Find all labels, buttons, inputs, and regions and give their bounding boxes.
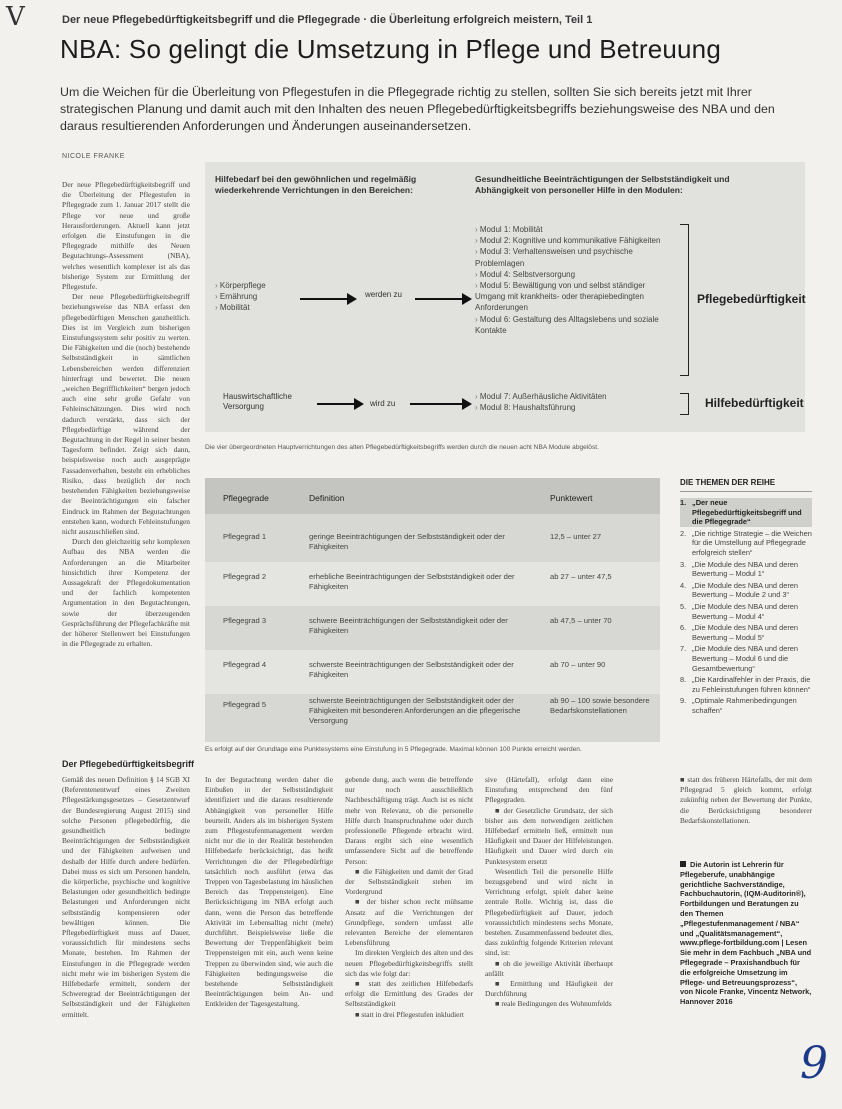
- diagram-right-list: [475, 224, 675, 336]
- list-item: › Körperpflege: [215, 280, 266, 291]
- bullet: ■ der Gesetzliche Grundsatz, der sich bisher aus dem notwendigen zeitlichen Hilfebedarf ermitteln ließ, ermittelt nun Häufigkeit und Dauer der Hilfeleistungen. Häufigkeit und Dauer wird durch ein Punktesystem ersetzt: [485, 805, 613, 866]
- list-item: › Modul 8: Haushaltsführung: [475, 402, 607, 413]
- section-subhead: Der Pflegebedürftigkeitsbegriff: [62, 759, 195, 769]
- label-pflegebeduerftigkeit: Pflegebedürftigkeit: [697, 292, 806, 306]
- series-item: [680, 581, 812, 600]
- cell-points: ab 27 – unter 47,5: [550, 572, 612, 581]
- series-text: „Der neue Pflegebedürftigkeitsbegriff und die Pflegegrade“: [692, 498, 802, 527]
- paragraph: gebende dung, auch wenn die betreffende nur noch ausschließlich Nachbeschäftigung trägt. Auch ist es nicht mehr von Relevanz, ob die personelle Hilfe durch Inanspruchnahme oder durch professionelle Pflegende erbracht wird. Daraus ergibt sich eine wesentlich umfassendere Sicht auf die betreffende Person:: [345, 775, 473, 866]
- pflegegrade-table: [205, 478, 660, 742]
- paragraph: Wesentlich Teil die personelle Hilfe bezugsgebend und wird nicht in Verrichtung erfolgt, spielt daher keine zentrale Rolle. Wichtig ist, dass die Pflegebedürftigkeit auf Dauer, jedoch voraussichtlich mindestens sechs Monate, bestehen. Zusammenfassend bedeutet dies, dass zukünftig folgende Kriterien relevant sind, ist:: [485, 866, 613, 958]
- column-2: [205, 775, 333, 1100]
- bullet-text: statt des früheren Härtefalls, der mit dem Pflegegrad 5 gleich kommt, erfolgt zukünftig neben der Bewertung der Punkte, die Berücksichtigung besonderer Bedarfskonstellationen.: [680, 775, 812, 825]
- table-row: [205, 606, 660, 650]
- series-item: [680, 498, 812, 527]
- column-3: [345, 775, 473, 1100]
- series-item: [680, 675, 812, 694]
- bullet-text: statt in drei Pflegestufen inkludiert: [361, 1009, 464, 1019]
- series-text: „Die richtige Strategie – die Weichen für die Umstellung auf Pflegegrade erfolgreich stellen“: [692, 528, 812, 557]
- table-row: [205, 518, 660, 562]
- column-header: Pflegegrade: [223, 493, 269, 503]
- cell-definition: erhebliche Beeinträchtigungen der Selbstständigkeit oder der Fähigkeiten: [309, 572, 515, 591]
- arrow-icon: [410, 403, 470, 405]
- series-text: „Die Module des NBA und deren Bewertung – Modul 6 und die Gesamtbewertung“: [692, 644, 798, 673]
- table-row: [205, 690, 660, 742]
- cell-definition: schwerste Beeinträchtigungen der Selbstständigkeit oder der Fähigkeiten: [309, 660, 514, 679]
- series-number: 9.: [680, 696, 687, 706]
- table-caption: Es erfolgt auf der Grundlage eine Punktesystems eine Einstufung in 5 Pflegegrade. Maximal können 100 Punkte erreicht werden.: [205, 746, 582, 753]
- cell-points: ab 90 – 100 sowie besondere Bedarfskonstellationen: [550, 696, 650, 715]
- series-number: 4.: [680, 580, 687, 590]
- diagram-right-bottom-list: [475, 391, 607, 413]
- paragraph: In der Begutachtung werden daher die Einbußen in der Selbstständigkeit identifiziert und die daraus resultierende Abhängigkeit von personeller Hilfe beurteilt. Anders als im bisherigen System zum Pflegestufenmanagement werden nicht nur die in der Realität bestehenden Hilfebedarfe berücksichtigt, das heißt Verrichtungen die der Pflegebedürftige tatsächlich noch ausführt (etwa das Treppen von Tagesbelastung im häuslichen Bereich das Treppensteigen). Eine Berücksichtigung im NBA erfolgt auch dann, wenn die Person das betreffende Aktivität im Lebensalltag nicht (mehr) durchführt. Beispielsweise ließe die Bewertung der Treppenfähigkeit beim Treppensteigen mit ein, auch wenn keine Treppen zu überwinden sind, wie auch die Fähigkeiten bedingungsweise die bestehende Selbstständigkeit Beeinträchtigungen beim An- und Entkleiden der Tagesgestaltung.: [205, 775, 333, 1009]
- bullet-text: statt des zeitlichen Hilfebedarfs erfolgt die Ermittlung des Grades der Selbstständigkeit: [345, 979, 473, 1009]
- table-row: [205, 650, 660, 694]
- column-header: Definition: [309, 493, 345, 503]
- list-item: › Modul 3: Verhaltensweisen und psychische Problemlagen: [475, 246, 675, 268]
- cell-definition: schwerste Beeinträchtigungen der Selbstständigkeit oder der Fähigkeiten mit besonderen Anforderungen an die pflegerische Versorgung: [309, 696, 521, 725]
- bullet: ■ statt des zeitlichen Hilfebedarfs erfolgt die Ermittlung des Grades der Selbstständigkeit: [345, 979, 473, 1009]
- series-item: [680, 696, 812, 715]
- diagram-right-heading: Gesundheitliche Beeinträchtigungen der Selbstständigkeit und Abhängigkeit von personeller Hilfe in den Modulen:: [475, 174, 730, 195]
- cell-grade: Pflegegrad 5: [223, 700, 267, 709]
- arrow-icon: [317, 403, 362, 405]
- series-text: „Die Module des NBA und deren Bewertung – Modul 1“: [692, 559, 798, 579]
- series-number: 5.: [680, 601, 687, 611]
- cell-definition: geringe Beeinträchtigungen der Selbstständigkeit oder der Fähigkeiten: [309, 532, 505, 551]
- bullet: ■ Ermittlung und Häufigkeit der Durchführung: [485, 979, 613, 999]
- headline: NBA: So gelingt die Umsetzung in Pflege und Betreuung: [60, 34, 722, 64]
- bracket-icon: [680, 393, 689, 415]
- list-item: › Ernährung: [215, 291, 266, 302]
- bullet-text: reale Bedingungen des Wohnumfelds: [501, 999, 612, 1009]
- series-number: 7.: [680, 644, 687, 654]
- list-item: › Modul 1: Mobilität: [475, 224, 675, 235]
- paragraph: Der neue Pflegebedürftigkeitsbegriff und die Überleitung der Pflegestufen in Pflegegrade zum 1. Januar 2017 stellt die Pflege vor neue und große Herausforderungen. Aktuell kann jetzt erfolgen die Einstufungen in die Pflegegrade mithilfe des Neuen Begutachtungs-Assessment (NBA), welches wesentlich komplexer ist als das bisherige System zur Ermittlung der Pflegestufe.: [62, 180, 190, 292]
- series-number: 1.: [680, 498, 687, 507]
- cell-grade: Pflegegrad 1: [223, 532, 267, 541]
- list-item: › Modul 7: Außerhäusliche Aktivitäten: [475, 391, 607, 402]
- series-item: [680, 644, 812, 673]
- bullet-text: der Gesetzliche Grundsatz, der sich bisher aus dem notwendigen zeitlichen Hilfebedarf ermitteln ließ, ermittelt nun Häufigkeit und Dauer der Hilfeleistungen. Häufigkeit und Dauer wird durch ein Punktesystem ersetzt: [485, 805, 613, 866]
- list-item: › Modul 2: Kognitive und kommunikative Fähigkeiten: [475, 235, 675, 246]
- lede: Um die Weichen für die Überleitung von Pflegestufen in die Pflegegrade richtig zu stellen, sollten Sie sich bereits jetzt mit Ihrer strategischen Planung und damit auch mit den Inhalten des neuen Pflegebedürftigkeitsbegriffs beziehungsweise des NBA und den daraus resultierenden Anforderungen und Änderungen auseinandersetzen.: [60, 85, 775, 133]
- diagram-mid-label-top: werden zu: [365, 290, 402, 299]
- cell-definition: schwere Beeinträchtigungen der Selbstständigkeit oder der Fähigkeiten: [309, 616, 508, 635]
- column-1: [62, 180, 190, 758]
- column-1-lower: [62, 775, 190, 1095]
- bullet: ■ reale Bedingungen des Wohnumfelds: [495, 999, 612, 1009]
- cell-points: 12,5 – unter 27: [550, 532, 602, 541]
- bullet: ■ der bisher schon recht mühsame Ansatz auf die Verrichtungen der Grundpflege, sondern umfasst alle relevanten Bereiche der elementaren Lebensführung: [345, 897, 473, 948]
- cell-grade: Pflegegrad 3: [223, 616, 267, 625]
- handwritten-margin-mark: V: [6, 2, 25, 32]
- series-list: [680, 498, 812, 715]
- cell-grade: Pflegegrad 4: [223, 660, 267, 669]
- kicker: Der neue Pflegebedürftigkeitsbegriff und die Pflegegrade · die Überleitung erfolgreich meistern, Teil 1: [62, 14, 593, 26]
- column-header: Punktewert: [550, 493, 593, 503]
- square-bullet-icon: [680, 861, 686, 867]
- bullet: ■ die Fähigkeiten und damit der Grad der Selbstständigkeit stehen im Vordergrund: [345, 866, 473, 897]
- arrow-icon: [415, 298, 470, 300]
- diagram-left-bottom: Hauswirtschaftliche Versorgung: [223, 392, 292, 411]
- column-4: [485, 775, 613, 1100]
- table-row: [205, 562, 660, 606]
- comparison-diagram: [205, 162, 805, 432]
- series-sidebar: [680, 478, 812, 717]
- bullet: ■ ob die jeweilige Aktivität überhaupt anfällt: [485, 958, 613, 978]
- author-box: [680, 860, 812, 1007]
- bullet-text: ob die jeweilige Aktivität überhaupt anfällt: [485, 958, 613, 978]
- series-number: 3.: [680, 559, 687, 569]
- byline: NICOLE FRANKE: [62, 153, 125, 160]
- table-header: [205, 478, 660, 514]
- column-5: [680, 775, 812, 855]
- paragraph: Gemäß des neuen Definition § 14 SGB XI (Referentenentwurf eines Zweiten Pflegestärkungsgesetzes – Gesetzentwurf der Bundesregierung August 2015) sind solche Personen pflegebedürftig, die gesundheitlich bedingte Beeinträchtigungen der Selbstständigkeit und der Fähigkeiten aufweisen und deshalb der Hilfe durch andere bedürfen. Dabei muss es sich um Personen handeln, die körperliche, psychische und kognitive Belastungen oder gesundheitlich bedingte Belastungen und Anforderungen nicht selbstständig kompensieren oder bewältigen können. Die Pflegebedürftigkeit muss auf Dauer, voraussichtlich für mindestens sechs Monate, bestehen. Im Rahmen der Einstufungen in die Pflegegrade werden nicht mehr wie im bisherigen System die Hilfebedarfe ermittelt, sondern der Schweregrad der Beeinträchtigungen der Selbstständigkeit und der Fähigkeiten ermittelt.: [62, 775, 190, 1019]
- series-text: „Optimale Rahmenbedingungen schaffen“: [692, 696, 797, 715]
- series-number: 2.: [680, 528, 687, 538]
- bullet: ■ statt des früheren Härtefalls, der mit dem Pflegegrad 5 gleich kommt, erfolgt zukünftig neben der Bewertung der Punkte, die Berücksichtigung besonderer Bedarfskonstellationen.: [680, 775, 812, 825]
- cell-grade: Pflegegrad 2: [223, 572, 267, 581]
- list-item: › Modul 6: Gestaltung des Alltagslebens und soziale Kontakte: [475, 314, 675, 336]
- list-item: › Mobilität: [215, 302, 266, 313]
- series-text: „Die Kardinalfehler in der Praxis, die zu Fehleinstufungen führen können“: [692, 675, 811, 694]
- series-number: 8.: [680, 675, 687, 685]
- arrow-icon: [300, 298, 355, 300]
- diagram-left-heading: Hilfebedarf bei den gewöhnlichen und regelmäßig wiederkehrende Verrichtungen in den Bereichen:: [215, 174, 417, 195]
- cell-points: ab 47,5 – unter 70: [550, 616, 612, 625]
- sidebar-title: DIE THEMEN DER REIHE: [680, 478, 812, 492]
- series-text: „Die Module des NBA und deren Bewertung – Modul 4“: [692, 601, 798, 621]
- list-item: › Modul 5: Bewältigung von und selbst ständiger Umgang mit krankheits- oder therapiebedingten Anforderungen: [475, 280, 675, 314]
- bullet-text: der bisher schon recht mühsame Ansatz auf die Verrichtungen der Grundpflege, sondern umfasst alle relevanten Bereiche der elementaren Lebensführung: [345, 897, 473, 948]
- series-item: [680, 602, 812, 621]
- diagram-mid-label-bottom: wird zu: [370, 399, 396, 408]
- bullet-text: Ermittlung und Häufigkeit der Durchführung: [485, 979, 613, 999]
- bullet-text: die Fähigkeiten und damit der Grad der Selbstständigkeit stehen im Vordergrund: [345, 866, 473, 897]
- paragraph: Im direkten Vergleich des alten und des neuen Pflegebedürftigkeitsbegriffs stellt sich das wie folgt dar:: [345, 948, 473, 978]
- list-item: › Modul 4: Selbstversorgung: [475, 269, 675, 280]
- series-item: [680, 529, 812, 558]
- paragraph: Durch den gleichzeitig sehr komplexen Aufbau des NBA werden die Anforderungen an die Mitarbeiter hinsichtlich ihrer Kompetenz der Aussagekraft der Pflegedokumentation und der fachlich kompetenten Argumentation in den Begutachtungen, sowie der überzeugenden Gesprächsführung der Pflegefachkräfte mit der höherer Stellenwert bei Einstufungen in die Pflegegrade zu erhalten.: [62, 537, 190, 649]
- series-number: 6.: [680, 623, 687, 633]
- bracket-icon: [680, 224, 689, 376]
- label-hilfebeduerftigkeit: Hilfebedürftigkeit: [705, 396, 804, 410]
- series-text: „Die Module des NBA und deren Bewertung – Modul 5“: [692, 623, 798, 642]
- author-text: Die Autorin ist Lehrerin für Pflegeberufe, unabhängige gerichtliche Sachverständige, Fachbuchautorin, (IQM-Auditorin®), Fortbildungen und Beratungen zu den Themen „Pflegestufenmanagement / NBA“ und „Qualitätsmanagement“, www.pflege-fortbildung.com | Lesen Sie mehr in dem Fachbuch „NBA und Pflegegrade – Praxishandbuch für die erfolgreiche Umsetzung im Pflege- und Betreuungsprozess“, von Nicole Franke, Vincentz Network, Hannover 2016: [680, 860, 812, 1007]
- paragraph: sive (Härtefall), erfolgt dann eine Einstufung entsprechend den fünf Pflegegraden.: [485, 775, 613, 805]
- cell-points: ab 70 – unter 90: [550, 660, 606, 669]
- series-item: [680, 560, 812, 579]
- series-text: „Die Module des NBA und deren Bewertung – Module 2 und 3“: [692, 580, 798, 600]
- bullet: ■ statt in drei Pflegestufen inkludiert: [355, 1009, 464, 1019]
- handwritten-page-number: 9: [800, 1038, 828, 1089]
- diagram-left-list: [215, 280, 266, 314]
- series-item: [680, 623, 812, 642]
- diagram-caption: Die vier übergeordneten Hauptverrichtungen des alten Pflegebedürftigkeitsbegriffs werden durch die neuen acht NBA Module abgelöst.: [205, 444, 599, 451]
- paragraph: Der neue Pflegebedürftigkeitsbegriff beziehungsweise das NBA erfasst den pflegebedürftigen Menschen ganzheitlich. Dies ist im Vergleich zum bisherigen Einstufungssystem sehr positiv zu werten. Die Fähigkeiten und die (noch) bestehende Selbstständigkeit in sämtlichen Lebensbereichen werden differenziert hinterfragt und bewertet. Die neuen „weichen Begrifflichkeiten“ bergen jedoch auch eine sehr große Gefahr von Fehleinschätzungen. Dies wird noch dadurch verstärkt, dass sich der Pflegebedürftige während der Begutachtung in der Regel in seiner besten Tagesform befindet. Zeigt sich dann, beispielsweise noch auch ausgeprägte Fassadenverhalten, besteht ein erhebliches Risiko, dass bezüglich der noch bestehenden Fähigkeiten beziehungsweise der Beeinträchtigungen ein falscher Eindruck im Rahmen der Begutachtungen entstehen kann, wodurch Fehleinstufungen nicht auszuschließen sind.: [62, 292, 190, 536]
